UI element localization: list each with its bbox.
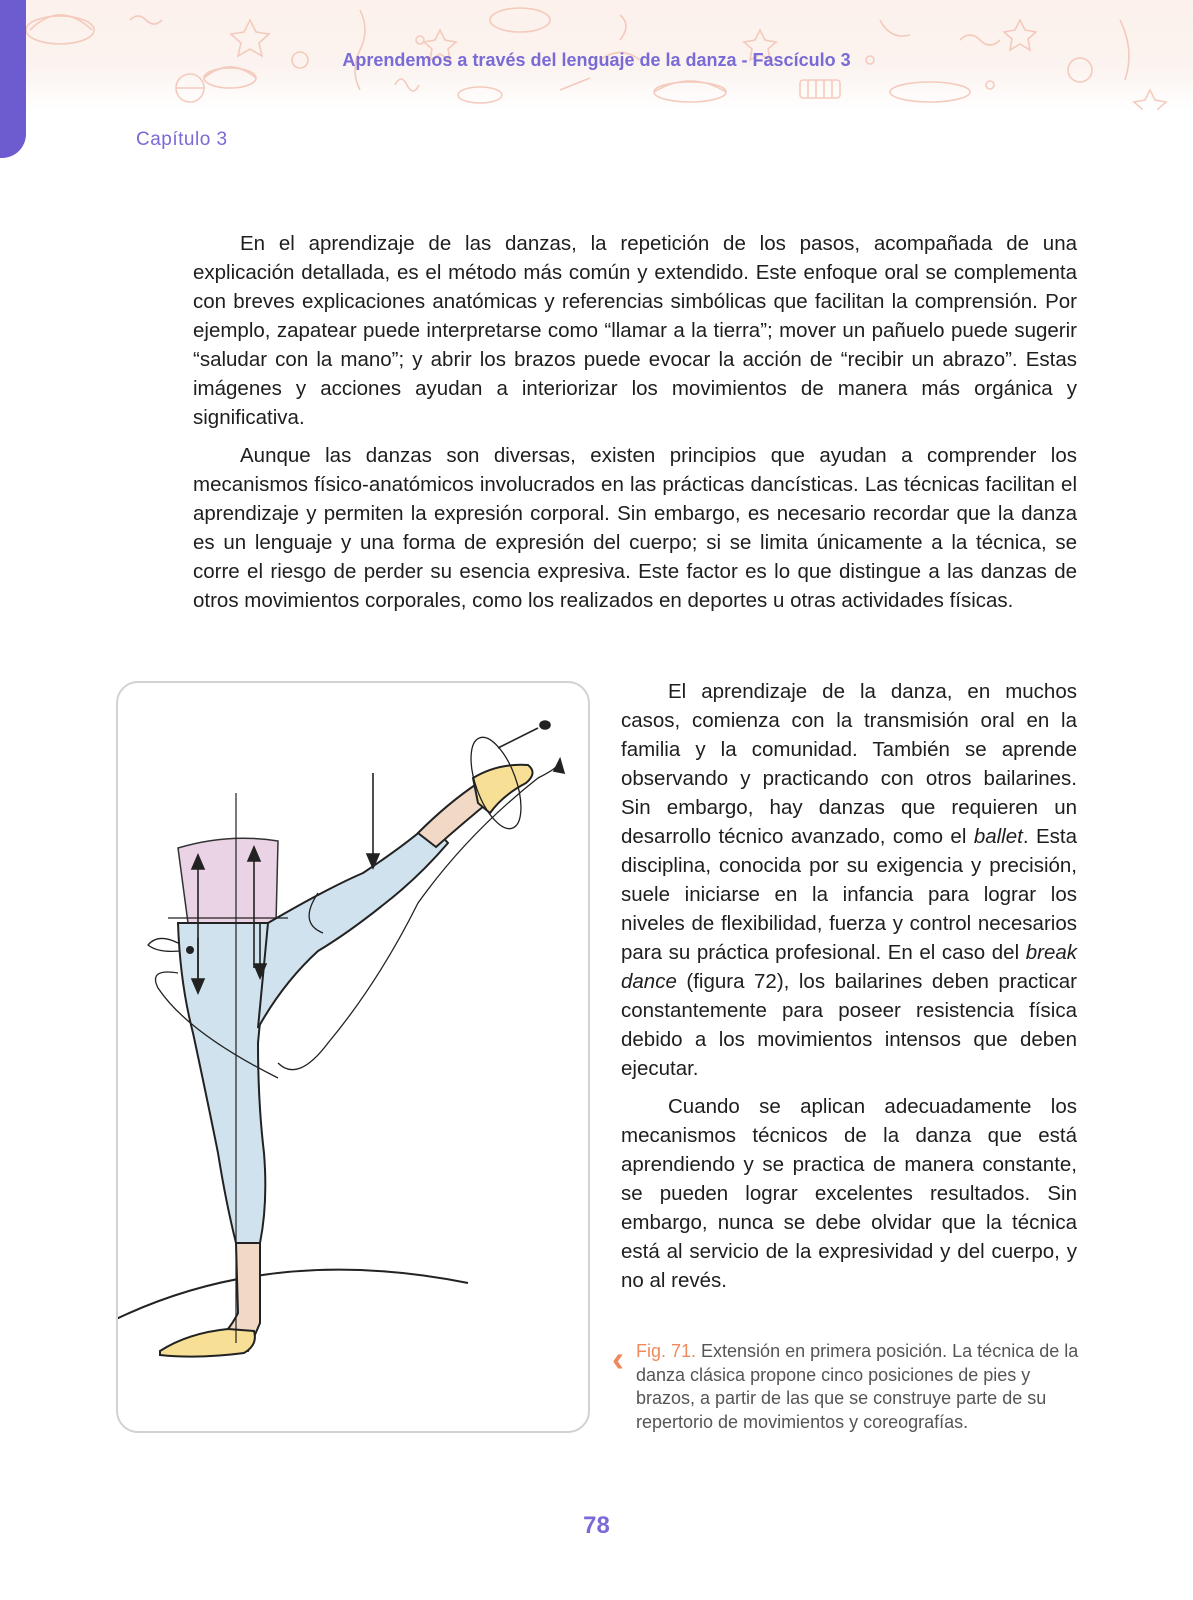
caption-text — [636, 1340, 1082, 1434]
paragraph-1: En el aprendizaje de las danzas, la repetición de los pasos, acompañada de una explicación detallada, es el método más común y extendido. Este enfoque oral se complementa con breves explicaciones anatómicas y referencias simbólicas que facilitan la comprensión. Por ejemplo, zapatear puede interpretarse como “llamar a la tierra”; mover un pañuelo puede sugerir “saludar con la mano”; y abrir los brazos puede evocar la acción de “recibir un abrazo”. Estas imágenes y acciones ayudan a interiorizar los movimientos de manera más orgánica y significativa. — [193, 232, 1077, 429]
intro-text-block — [193, 229, 1077, 624]
break-dance-term: break dance — [621, 941, 1077, 993]
paragraph-3 — [621, 677, 1077, 1083]
paragraph-3-part-c: (figura 72), los bailarines deben practicar constantemente para poseer resistencia física debido a los movimientos intensos que deben ejecutar. — [621, 970, 1077, 1080]
chapter-label: Capítulo 3 — [136, 129, 228, 150]
figure-caption: Extensión en primera posición. La técnica de la danza clásica propone cinco posiciones de pies y brazos, a partir de las que se construye parte de su repertorio de movimientos y coreografías. — [636, 1341, 1079, 1432]
chevron-left-icon: ‹ — [612, 1338, 624, 1379]
right-column-text — [621, 677, 1077, 1304]
paragraph-4: Cuando se aplican adecuadamente los mecanismos técnicos de la danza que está aprendiendo y se practica de manera constante, se pueden lograr excelentes resultados. Sin embargo, nunca se debe olvidar que la técnica está al servicio de la expresividad y del cuerpo, y no al revés. — [621, 1095, 1077, 1292]
chapter-side-tab — [0, 0, 26, 158]
paragraph-3-part-a: El aprendizaje de la danza, en muchos casos, comienza con la transmisión oral en la familia y la comunidad. También se aprende observando y practicando con otros bailarines. Sin embargo, hay danzas que requieren un desarrollo técnico avanzado, como el — [621, 680, 1077, 848]
paragraph-3-part-b: . Esta disciplina, conocida por su exigencia y precisión, suele iniciarse en la infancia para lograr los niveles de flexibilidad, fuerza y control necesarios para su práctica profesional. En el caso del — [621, 825, 1077, 964]
ballet-extension-illustration — [118, 683, 590, 1433]
ballet-term: ballet — [973, 825, 1023, 848]
paragraph-2: Aunque las danzas son diversas, existen principios que ayudan a comprender los mecanismos físico-anatómicos involucrados en las prácticas dancísticas. Las técnicas facilitan el aprendizaje y permiten la expresión corporal. Sin embargo, es necesario recordar que la danza es un lenguaje y una forma de expresión del cuerpo; si se limita únicamente a la técnica, se corre el riesgo de perder su esencia expresiva. Este factor es lo que distingue a las danzas de otros movimientos corporales, como los realizados en deportes u otras actividades físicas. — [193, 444, 1077, 612]
figure-71-frame — [116, 681, 590, 1433]
page-number: 78 — [583, 1512, 610, 1539]
figure-label: Fig. 71. — [636, 1341, 697, 1361]
running-header-title: Aprendemos a través del lenguaje de la danza - Fascículo 3 — [342, 50, 851, 70]
